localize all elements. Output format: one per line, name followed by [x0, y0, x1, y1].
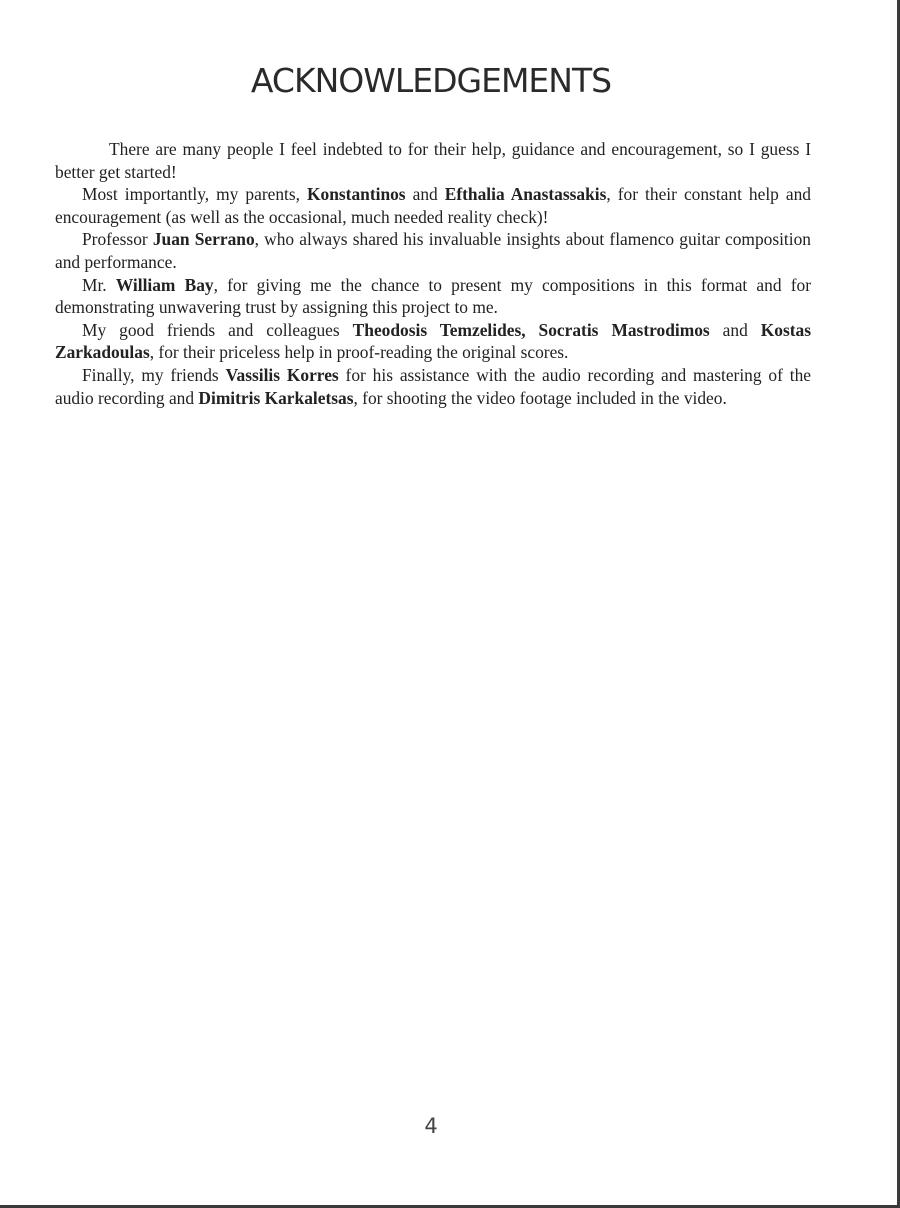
paragraph-intro — [55, 138, 811, 183]
paragraph-publisher — [55, 274, 811, 319]
paragraph-text: , for giving me the chance to present my compositions in this format and for demonstrating unwavering trust by assigning this project to me. — [55, 274, 811, 318]
paragraph-colleagues — [55, 319, 811, 364]
paragraph-text: , for their priceless help in proof-reading the original scores. — [149, 342, 569, 363]
person-name: William Bay — [115, 274, 214, 295]
person-name: Vassilis Korres — [225, 364, 339, 385]
paragraph-text: Professor — [82, 229, 153, 250]
paragraph-text: and — [709, 319, 761, 340]
person-name: Efthalia Anastassakis — [444, 184, 607, 205]
paragraph-text: Most importantly, my parents, — [82, 184, 307, 205]
paragraph-professor — [55, 228, 811, 273]
paragraph-text: There are many people I feel indebted to for their help, guidance and encouragement, so I guess I better get started! — [55, 139, 811, 182]
person-name: Kostas Zarkadoulas — [55, 319, 812, 363]
paragraph-text: , for shooting the video footage included in the video. — [353, 387, 727, 408]
paragraph-text: for his assistance with the audio recording and mastering of the audio recording and — [55, 364, 811, 408]
acknowledgements-body — [55, 138, 811, 409]
person-name: Konstantinos — [307, 184, 406, 205]
page-number: 4 — [424, 1114, 438, 1138]
person-name: Dimitris Karkaletsas — [198, 387, 354, 408]
person-name: Juan Serrano — [152, 229, 255, 250]
paragraph-text: and — [405, 184, 445, 205]
page-title: ACKNOWLEDGEMENTS — [250, 61, 612, 100]
paragraph-text: , for their constant help and encouragement (as well as the occasional, much needed reality check)! — [55, 184, 811, 227]
paragraph-text: , who always shared his invaluable insights about flamenco guitar composition and performance. — [55, 229, 811, 272]
paragraph-text: Finally, my friends — [82, 364, 226, 385]
paragraph-friends — [55, 364, 811, 409]
person-name: Theodosis Temzelides, Socratis Mastrodimos — [352, 319, 710, 340]
paragraph-text: Mr. — [82, 274, 116, 295]
paragraph-parents — [55, 183, 811, 228]
paragraph-text: My good friends and colleagues — [82, 319, 353, 340]
